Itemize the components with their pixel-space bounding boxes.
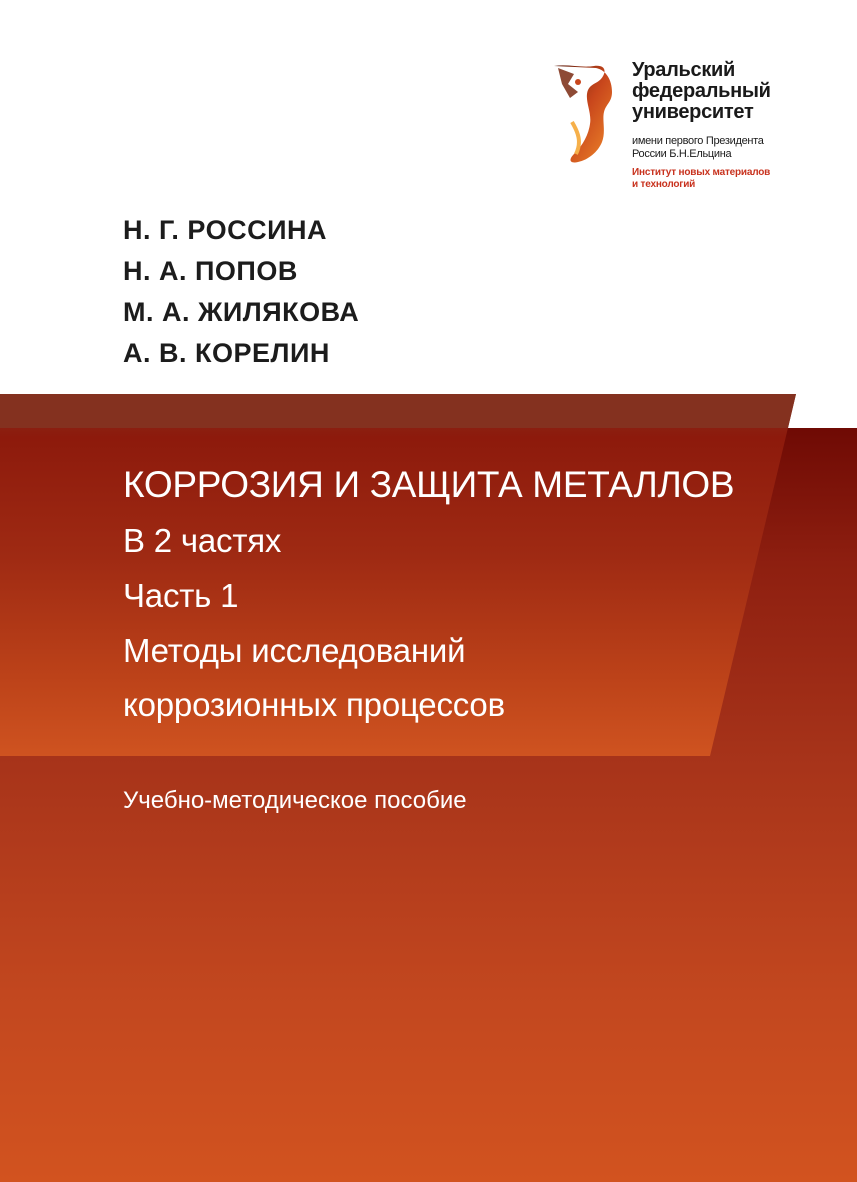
- university-name-line: университет: [632, 101, 754, 123]
- university-subtitle: [632, 135, 832, 161]
- book-title: КОРРОЗИЯ И ЗАЩИТА МЕТАЛЛОВ: [123, 464, 735, 505]
- author-name: М. А. ЖИЛЯКОВА: [123, 297, 360, 327]
- band-top-strip: [0, 394, 796, 428]
- authors-list: [123, 210, 359, 374]
- book-subtitle-line: Методы исследований: [123, 632, 466, 669]
- author-name: Н. А. ПОПОВ: [123, 256, 298, 286]
- book-parts-count: В 2 частях: [123, 522, 282, 559]
- university-subtitle-line: России Б.Н.Ельцина: [632, 148, 732, 160]
- document-type: Учебно-методическое пособие: [123, 787, 467, 814]
- institute-name-line: и технологий: [632, 179, 696, 190]
- urfu-logo-icon: [548, 62, 614, 166]
- author-name: А. В. КОРЕЛИН: [123, 338, 330, 368]
- university-subtitle-line: имени первого Президента: [632, 135, 764, 147]
- university-name-line: Уральский: [632, 59, 736, 81]
- institute-name: [632, 167, 832, 191]
- book-part-number: Часть 1: [123, 577, 239, 614]
- institute-name-line: Институт новых материалов: [632, 167, 771, 178]
- book-subtitle-line: коррозионных процессов: [123, 686, 505, 723]
- author-name: Н. Г. РОССИНА: [123, 215, 327, 245]
- university-name: [632, 60, 832, 123]
- university-name-line: федеральный: [632, 80, 771, 102]
